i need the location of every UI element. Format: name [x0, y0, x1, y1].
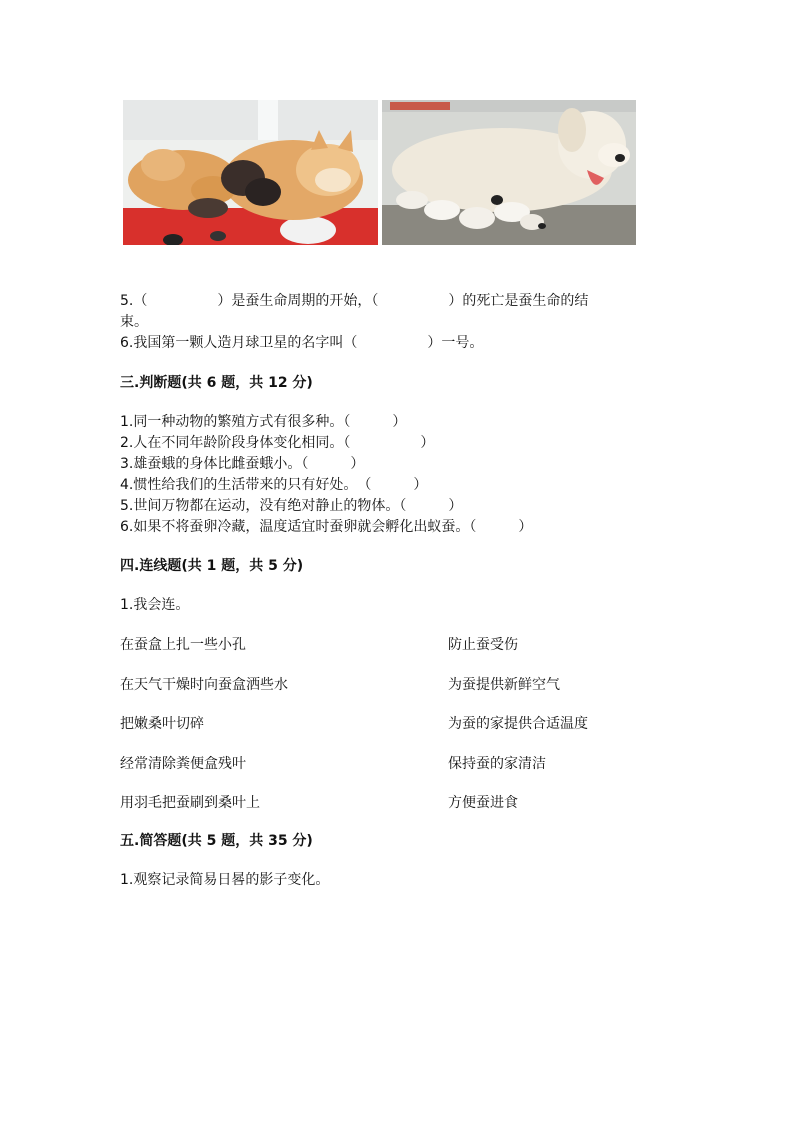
match-right-item-5: 方便蚕进食 — [448, 795, 518, 811]
judge-item-1: 1.同一种动物的繁殖方式有很多种。（ ） — [120, 414, 407, 430]
match-left-item-4: 经常清除粪便盒残叶 — [120, 756, 246, 772]
section-3-heading: 三.判断题(共 6 题，共 12 分) — [120, 375, 313, 391]
match-left-item-2: 在天气干燥时向蚕盒洒些水 — [120, 677, 288, 693]
match-right-item-2: 为蚕提供新鲜空气 — [448, 677, 560, 693]
section-4-heading: 四.连线题(共 1 题，共 5 分) — [120, 558, 304, 574]
dog-nursing-puppies-image — [382, 100, 636, 245]
section-5-heading: 五.简答题(共 5 题，共 35 分) — [120, 833, 313, 849]
matching-question: 1.我会连。 — [120, 597, 190, 613]
judge-item-5: 5.世间万物都在运动，没有绝对静止的物体。（ ） — [120, 498, 463, 514]
match-left-item-1: 在蚕盒上扎一些小孔 — [120, 637, 246, 653]
judge-item-4: 4.惯性给我们的生活带来的只有好处。 （ ） — [120, 477, 428, 493]
judge-item-3: 3.雄蚕蛾的身体比雌蚕蛾小。（ ） — [120, 456, 365, 472]
judge-item-6: 6.如果不将蚕卵冷藏，温度适宜时蚕卵就会孵化出蚁蚕。（ ） — [120, 519, 533, 535]
question-5-line-1: 5.（ ）是蚕生命周期的开始，（ ）的死亡是蚕生命的结 — [120, 293, 589, 309]
judge-item-2: 2.人在不同年龄阶段身体变化相同。（ ） — [120, 435, 435, 451]
cat-nursing-kittens-image — [123, 100, 378, 245]
match-left-item-5: 用羽毛把蚕刷到桑叶上 — [120, 795, 260, 811]
question-5-line-2: 束。 — [120, 314, 148, 330]
match-right-item-3: 为蚕的家提供合适温度 — [448, 716, 588, 732]
short-answer-question-1: 1.观察记录简易日晷的影子变化。 — [120, 872, 330, 888]
match-right-item-4: 保持蚕的家清洁 — [448, 756, 546, 772]
match-right-item-1: 防止蚕受伤 — [448, 637, 518, 653]
question-6: 6.我国第一颗人造月球卫星的名字叫（ ）一号。 — [120, 335, 484, 351]
match-left-item-3: 把嫩桑叶切碎 — [120, 716, 204, 732]
